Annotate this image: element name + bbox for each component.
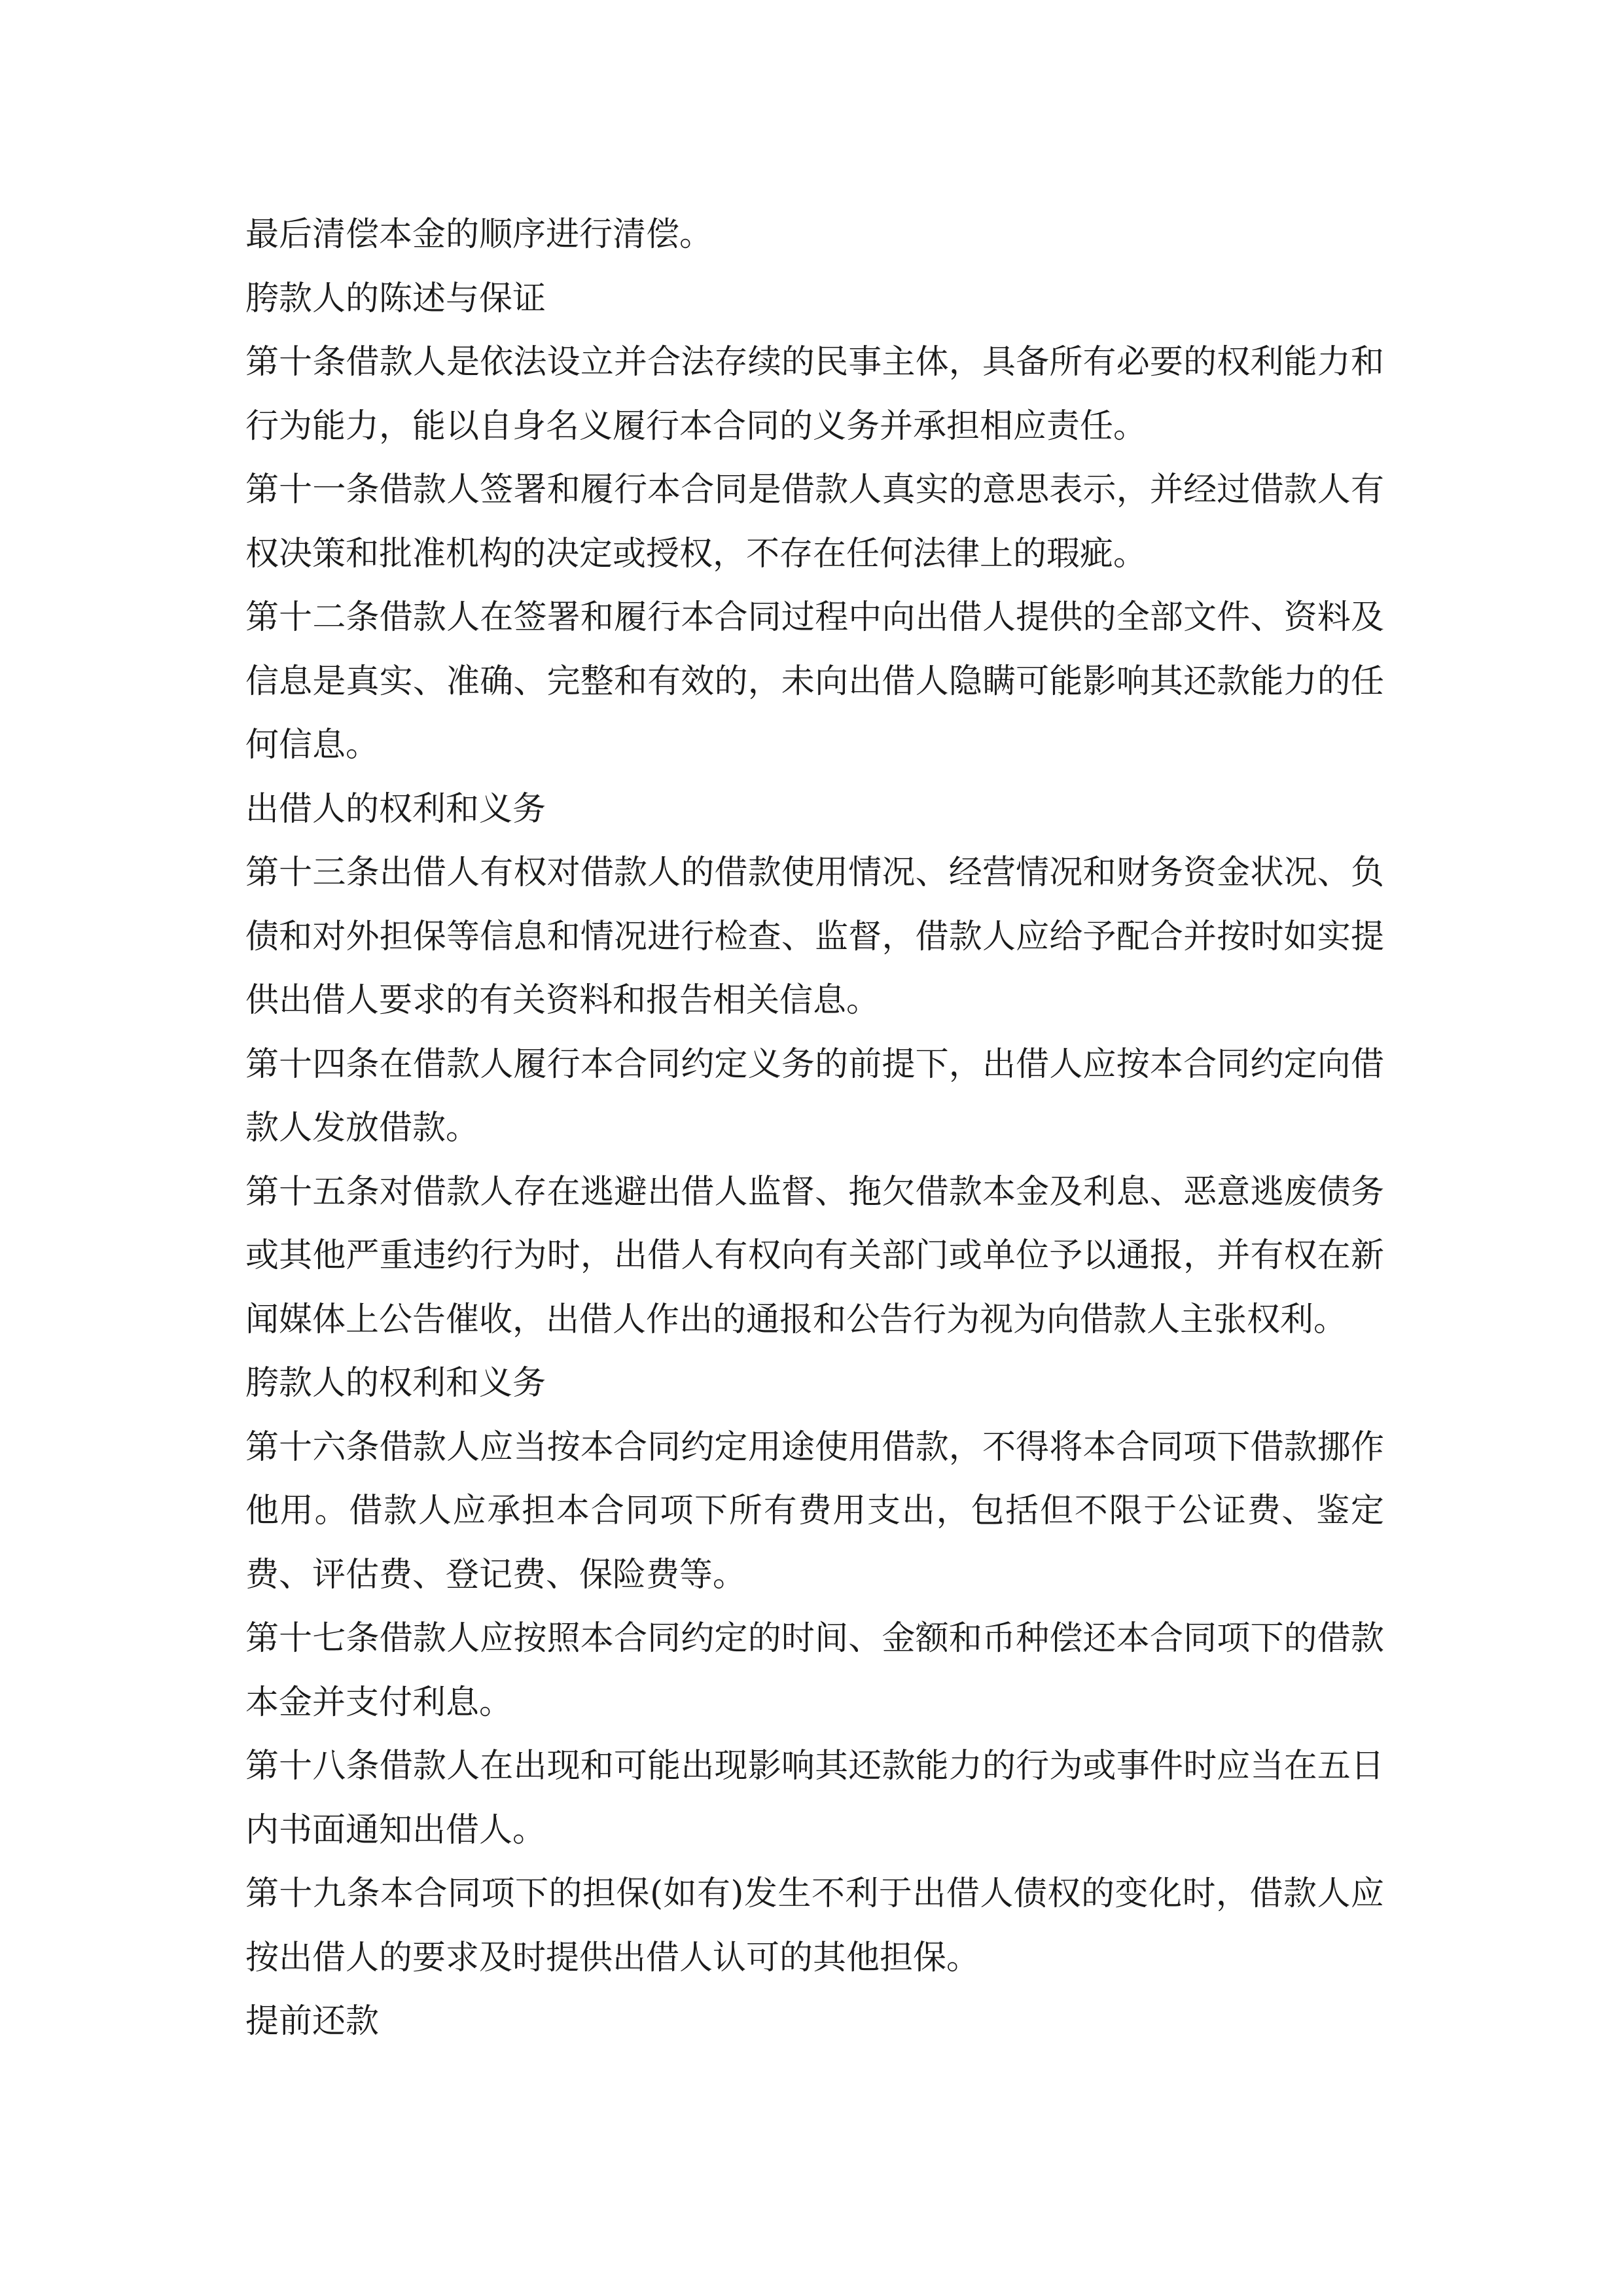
- article-19: 第十九条本合同项下的担保(如有)发生不利于出借人债权的变化时，借款人应按出借人的要求及时提供出借人认可的其他担保。: [245, 1874, 1384, 1977]
- article-11: 第十一条借款人签署和履行本合同是借款人真实的意思表示，并经过借款人有权决策和批准机构的决定或授权，不存在任何法律上的瑕疵。: [245, 471, 1384, 573]
- paragraph-continuation: 最后清偿本金的顺序进行清偿。: [245, 215, 713, 254]
- document-page: [245, 203, 1384, 2054]
- section-heading-borrower-rights: 胯款人的权利和义务: [245, 1364, 546, 1403]
- article-12: 第十二条借款人在签署和履行本合同过程中向出借人提供的全部文件、资料及信息是真实、准确、完整和有效的，未向出借人隐瞒可能影响其还款能力的任何信息。: [245, 598, 1384, 764]
- section-heading-early-repayment: 提前还款: [245, 2002, 380, 2041]
- section-heading-lender-rights: 出借人的权利和义务: [245, 789, 546, 829]
- section-heading-borrower-representations: 胯款人的陈述与保证: [245, 279, 546, 318]
- article-15: 第十五条对借款人存在逃避出借人监督、拖欠借款本金及利息、恶意逃废债务或其他严重违约行为时，出借人有权向有关部门或单位予以通报，并有权在新闻媒体上公告催收，出借人作出的通报和公告行为视为向借款人主张权利。: [245, 1172, 1384, 1339]
- article-14: 第十四条在借款人履行本合同约定义务的前提下，出借人应按本合同约定向借款人发放借款。: [245, 1045, 1384, 1147]
- article-13: 第十三条出借人有权对借款人的借款使用情况、经营情况和财务资金状况、负债和对外担保等信息和情况进行检查、监督，借款人应给予配合并按时如实提供出借人要求的有关资料和报告相关信息。: [245, 853, 1384, 1020]
- article-10: 第十条借款人是依法设立并合法存续的民事主体，具备所有必要的权利能力和行为能力，能以自身名义履行本合同的义务并承担相应责任。: [245, 343, 1384, 446]
- article-18: 第十八条借款人在出现和可能出现影响其还款能力的行为或事件时应当在五日内书面通知出借人。: [245, 1747, 1384, 1850]
- article-17: 第十七条借款人应按照本合同约定的时间、金额和币种偿还本合同项下的借款本金并支付利息。: [245, 1619, 1384, 1722]
- article-16: 第十六条借款人应当按本合同约定用途使用借款，不得将本合同项下借款挪作他用。借款人应承担本合同项下所有费用支出，包括但不限于公证费、鉴定费、评估费、登记费、保险费等。: [245, 1427, 1384, 1594]
